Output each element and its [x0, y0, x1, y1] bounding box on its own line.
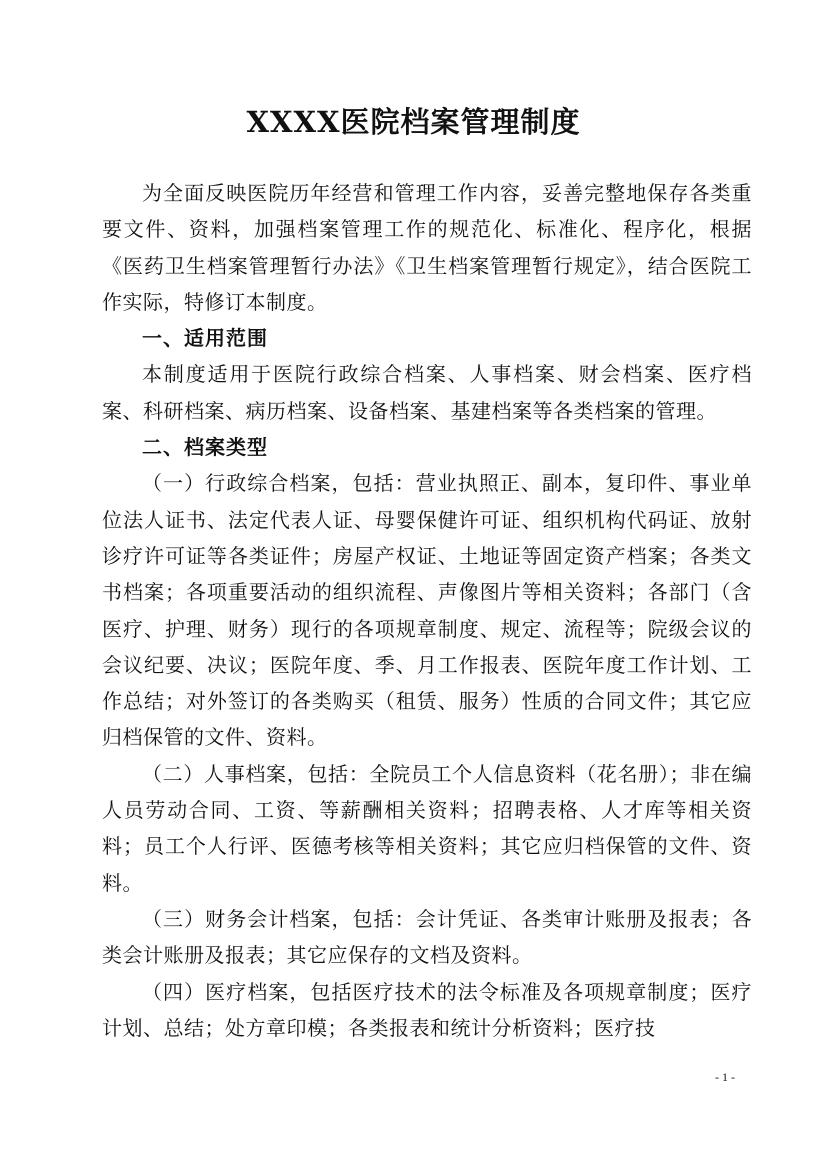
type-item-personnel: （二）人事档案，包括：全院员工个人信息资料（花名册）；非在编人员劳动合同、工资、等薪酬相关资料；招聘表格、人才库等相关资料；员工个人行评、医德考核等相关资料；其它应归档保管的文件、资料。 — [102, 761, 752, 895]
scope-paragraph: 本制度适用于医院行政综合档案、人事档案、财会档案、医疗档案、科研档案、病历档案、设备档案、基建档案等各类档案的管理。 — [102, 362, 752, 423]
page-number: - 1 - — [715, 1070, 735, 1084]
type-item-administrative: （一）行政综合档案，包括：营业执照正、副本，复印件、事业单位法人证书、法定代表人证、母婴保健许可证、组织机构代码证、放射诊疗许可证等各类证件；房屋产权证、土地证等固定资产档案；各类文书档案；各项重要活动的组织流程、声像图片等相关资料；各部门（含医疗、护理、财务）现行的各项规章制度、规定、流程等；院级会议的会议纪要、决议；医院年度、季、月工作报表、医院年度工作计划、工作总结；对外签订的各类购买（租赁、服务）性质的合同文件；其它应归档保管的文件、资料。 — [102, 471, 752, 750]
type-item-finance: （三）财务会计档案，包括：会计凭证、各类审计账册及报表；各类会计账册及报表；其它应保存的文档及资料。 — [102, 906, 752, 968]
intro-paragraph: 为全面反映医院历年经营和管理工作内容，妥善完整地保存各类重要文件、资料，加强档案管理工作的规范化、标准化、程序化，根据《医药卫生档案管理暂行办法》《卫生档案管理暂行规定》，结合医院工作实际，特修订本制度。 — [102, 181, 752, 314]
section-heading-types: 二、档案类型 — [142, 435, 268, 460]
type-item-medical: （四）医疗档案，包括医疗技术的法令标准及各项规章制度；医疗计划、总结；处方章印模；各类报表和统计分析资料；医疗技 — [102, 979, 752, 1040]
document-body — [102, 175, 752, 1046]
section-heading-scope: 一、适用范围 — [142, 326, 268, 351]
document-title: XXXX医院档案管理制度 — [246, 105, 581, 139]
